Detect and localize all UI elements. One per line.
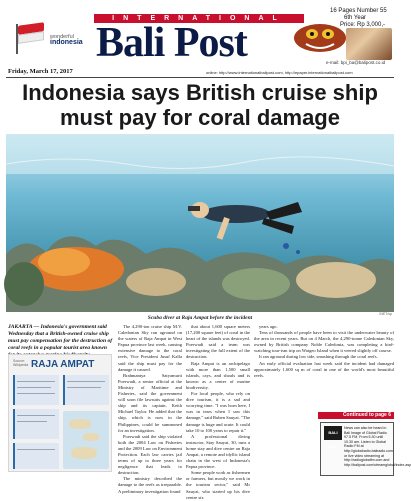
newspaper-title: Bali Post: [96, 20, 247, 66]
wonderful-indonesia-logo: wonderful indonesia: [50, 34, 83, 46]
masthead-dancer-photo: [346, 28, 392, 60]
masthead-divider: [6, 77, 394, 78]
raja-ampat-infographic: [8, 354, 112, 472]
scuba-diver-photo: [6, 134, 394, 312]
infographic-source: Source: Wikipedia: [13, 359, 29, 367]
article-lead: JAKARTA — Indonesia's government said Wednesday that a British-owned cruise ship must pay compensation for the destruction of coral reefs in a popular tourist area known: [8, 324, 113, 351]
infographic-box: [13, 375, 59, 405]
infographic-box: [13, 409, 59, 439]
article-column-4: years ago. Tens of thousands of people have been to visit the underwater beauty of the area in recent years. But on 4 March, the 4,290-tonne Caledonian Sky, owned by British company Noble Caledonia, was completing a bird-watching tour-ism trip on Waigeo Island when it veered slightly off course. It ran aground during low tide, smashing through the coral reefs. An early official evaluation last week said the incident had damaged approximately 1,600 sq m of coral in one of the world's most beautiful reefs.: [254, 324, 394, 378]
issue-info: 16 Pages Number 55 6th Year Price: Rp 3,000,-: [330, 8, 387, 28]
email-address: e-mail: bpi_ba@balipost.co.id: [326, 60, 386, 65]
article-column-2: The 4,290-ton cruise ship M.V. Caledonian Sky ran aground on the waters of Raja Ampat in West Papua province last week, causing extensive damage to the coral reefs, Vice President Jusuf Kalla said the ship must pay for the damage it caused. Brahmantya Satyamurti Poerwadi, a senior official at the Ministry of Maritime and Fisheries, said the government will soon file lawsuits against the ship and its captain, Keith Michael Taylor. He added that the ship, which is now in the Philippines, could be summoned for an investigation. Poerwadi said the ship violated both the 2004 Law on Fisheries and the 2009 Law on Environment Protection. Each law carries jail terms of up to three years for negligence that leads to destruction. The ministry described the damage to the reefs as irreparable. A preliminary investigation found: [118, 324, 182, 494]
article-headline: Indonesia says British cruise ship must pay for coral damage: [22, 80, 378, 130]
underwater-scene-image: [6, 134, 394, 312]
indonesia-flag-icon: [14, 24, 48, 56]
raja-ampat-map-icon: [63, 411, 109, 469]
photo-credit: INET/sp: [379, 312, 392, 316]
issue-date: Friday, March 17, 2017: [8, 68, 73, 75]
bali-post-logo: BALI POST: [324, 426, 342, 440]
photo-caption: Scuba diver at Raja Ampat before the incident: [147, 315, 253, 321]
online-links: online: http://www.internationalbalipost.com, http://epaper.internationalbalipost.com: [206, 70, 353, 75]
infographic-title: RAJA AMPAT: [31, 359, 95, 370]
infographic-box: [13, 443, 59, 469]
international-banner: INTERNATIONAL: [94, 14, 304, 23]
infographic-box: [63, 375, 109, 405]
global-radio-ad[interactable]: [320, 422, 411, 476]
continued-to-page-link[interactable]: Continued to page 6: [318, 412, 394, 419]
masthead: [0, 0, 400, 70]
ad-text: News can also be heard in Bali Image of Global Radio 97.5 FM. From 5.30 until 10.30 am. Listen to Global Radio FM at http://globalradio.baliradio.com or live video streaming at http://radioglobalfm.com and http://balipost.com/streamglobal/index.asp: [344, 426, 411, 467]
article-column-3: that about 1,600 square meters (17,200 square feet) of coral in the heart of the islands was destroyed. Poerwadi said a team was investigating the full extent of the destruction. Raja Ampat is an archipelago with more than 1,500 small islands, cays, and shoals and is known as a center of marine biodiversity. For local people, who rely on dive tourism, it is a sad and worrying time. "I was born here, I was in tears when I saw this damage," said Ruben Sauyai. "The damage is huge and acute. It could take 10 to 100 years to repair it." A professional diving instructor, Stay Sauyai, 30, runs a home stay and dive centre on Raja Ampat, a remote and idyllic island chain in the west of Indonesia's Papua province. Some people work as fishermen or farmers, but mostly we work in the tourism sector," said Mr Sauyai, who started up his dive centre six: [186, 324, 250, 500]
